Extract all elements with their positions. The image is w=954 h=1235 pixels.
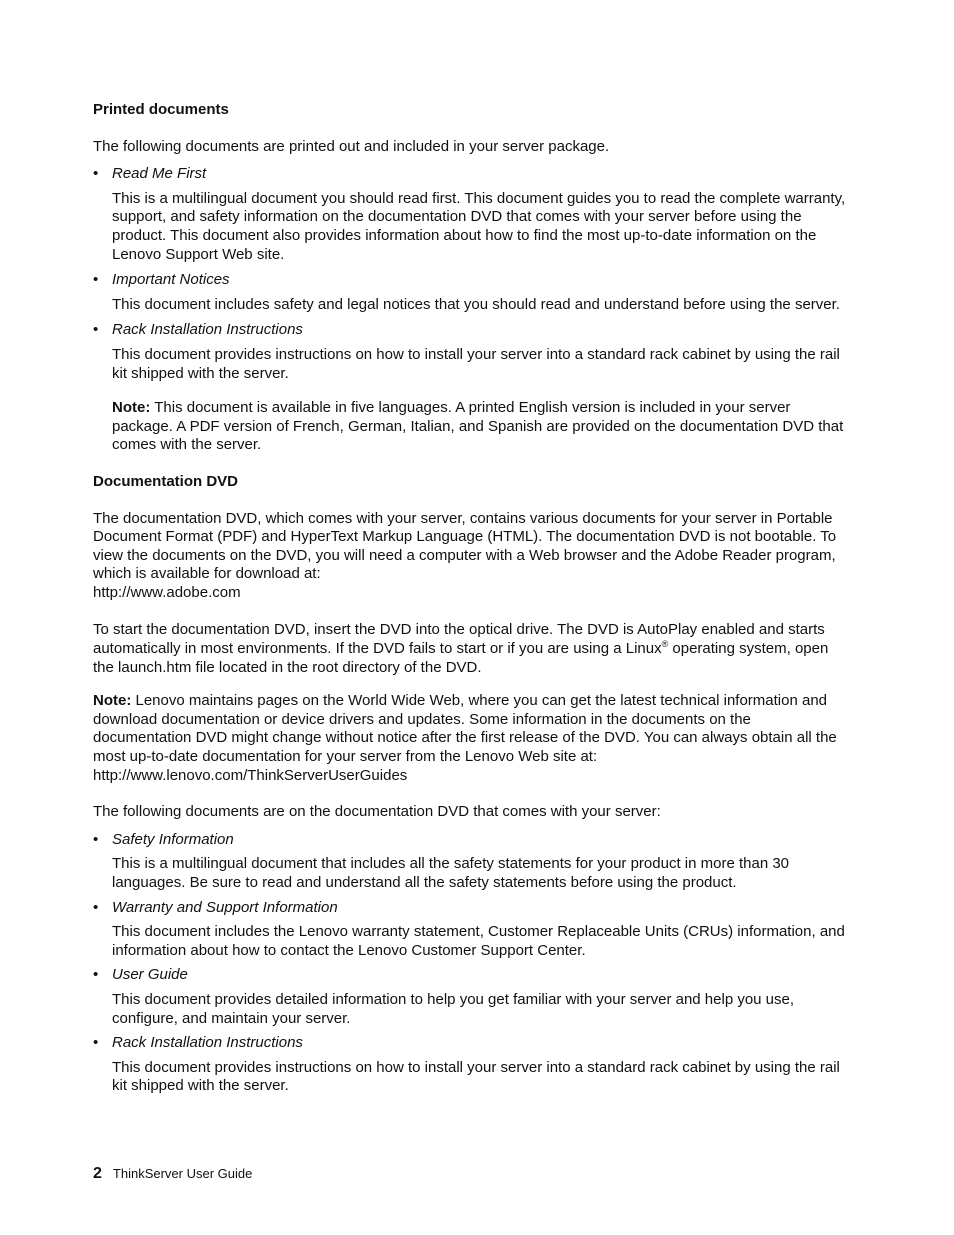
document-title: Read Me First <box>112 165 207 183</box>
bullet-icon: • <box>93 165 99 183</box>
document-description: This document includes safety and legal notices that you should read and understand before using the server. <box>112 295 840 313</box>
document-title: Warranty and Support Information <box>112 898 338 916</box>
registered-mark: ® <box>661 639 669 650</box>
document-description: This document provides instructions on how to install your server into a standard rack cabinet by using the rail kit shipped with the server. <box>112 345 840 382</box>
dvd-note <box>93 692 849 766</box>
list-item <box>93 899 849 961</box>
note-label: Note: <box>112 399 151 417</box>
printed-note <box>112 399 849 455</box>
footer-title: ThinkServer User Guide <box>112 1166 253 1181</box>
document-description: This is a multilingual document that includes all the safety statements for your product in more than 30 languages. Be sure to read and understand all the safety statements before using the product. <box>112 855 790 891</box>
page-number: 2 <box>93 1165 102 1182</box>
bullet-icon: • <box>93 1034 99 1052</box>
document-title: Rack Installation Instructions <box>112 1034 303 1052</box>
printed-intro: The following documents are printed out and included in your server package. <box>93 137 610 155</box>
document-title: User Guide <box>112 966 188 984</box>
bullet-icon: • <box>93 830 99 848</box>
list-item <box>93 831 849 893</box>
document-description: This is a multilingual document you should read first. This document guides you to read the complete warranty, support, and safety information on the documentation DVD that comes with your server before using the product. This document also provides information about how to find the most up-to-date information on the Lenovo Support Web site. <box>112 189 846 263</box>
document-description: This document provides instructions on how to install your server into a standard rack cabinet by using the rail kit shipped with the server. <box>112 1058 840 1095</box>
list-item <box>93 1034 849 1096</box>
bullet-icon: • <box>93 271 99 289</box>
list-item <box>93 966 849 1028</box>
adobe-url: http://www.adobe.com <box>93 583 241 601</box>
document-description: This document provides detailed information to help you get familiar with your server and help you use, configure, and maintain your server. <box>112 990 795 1027</box>
bullet-icon: • <box>93 321 99 339</box>
dvd-paragraph: The documentation DVD, which comes with your server, contains various documents for your server in Portable Document Format (PDF) and HyperText Markup Language (HTML). The documentation DVD is not bootable. To view the documents on the DVD, you will need a computer with a Web browser and the Adobe Reader program, which is available for download at: <box>93 509 837 583</box>
section-heading-printed-documents: Printed documents <box>93 101 229 118</box>
page-footer <box>93 1165 252 1184</box>
list-item <box>93 271 849 314</box>
page-content <box>93 101 849 1096</box>
note-text: This document is available in five languages. A printed English version is included in your server package. A PDF version of French, German, Italian, and Spanish are provided on the documentation DVD that comes with the server. <box>112 399 844 454</box>
document-description: This document includes the Lenovo warranty statement, Customer Replaceable Units (CRUs) information, and information about how to contact the Lenovo Customer Support Center. <box>112 923 845 959</box>
document-title: Rack Installation Instructions <box>112 321 303 339</box>
document-title: Safety Information <box>112 830 234 848</box>
bullet-icon: • <box>93 966 99 984</box>
dvd-start-text-cont: operating system, open the launch.htm file located in the root directory of the DVD. <box>93 640 829 676</box>
list-item <box>93 321 849 455</box>
note-text: Lenovo maintains pages on the World Wide Web, where you can get the latest technical information and download documentation or device drivers and updates. Some information in the documents on the documentation DVD might change without notice after the first release of the DVD. You can always obtain all the most up-to-date documentation for your server from the Lenovo Web site at: <box>93 692 837 766</box>
bullet-icon: • <box>93 898 99 916</box>
document-title: Important Notices <box>112 271 230 289</box>
lenovo-url: http://www.lenovo.com/ThinkServerUserGuides <box>93 766 408 784</box>
dvd-list-intro: The following documents are on the documentation DVD that comes with your server: <box>93 803 661 821</box>
note-label: Note: <box>93 692 132 710</box>
list-item <box>93 165 849 264</box>
dvd-start-text: To start the documentation DVD, insert the DVD into the optical drive. The DVD is AutoPlay enabled and starts automatically in most environments. If the DVD fails to start or if you are using a Linux <box>93 621 825 658</box>
section-heading-documentation-dvd: Documentation DVD <box>93 472 239 490</box>
dvd-start-paragraph <box>93 621 849 677</box>
